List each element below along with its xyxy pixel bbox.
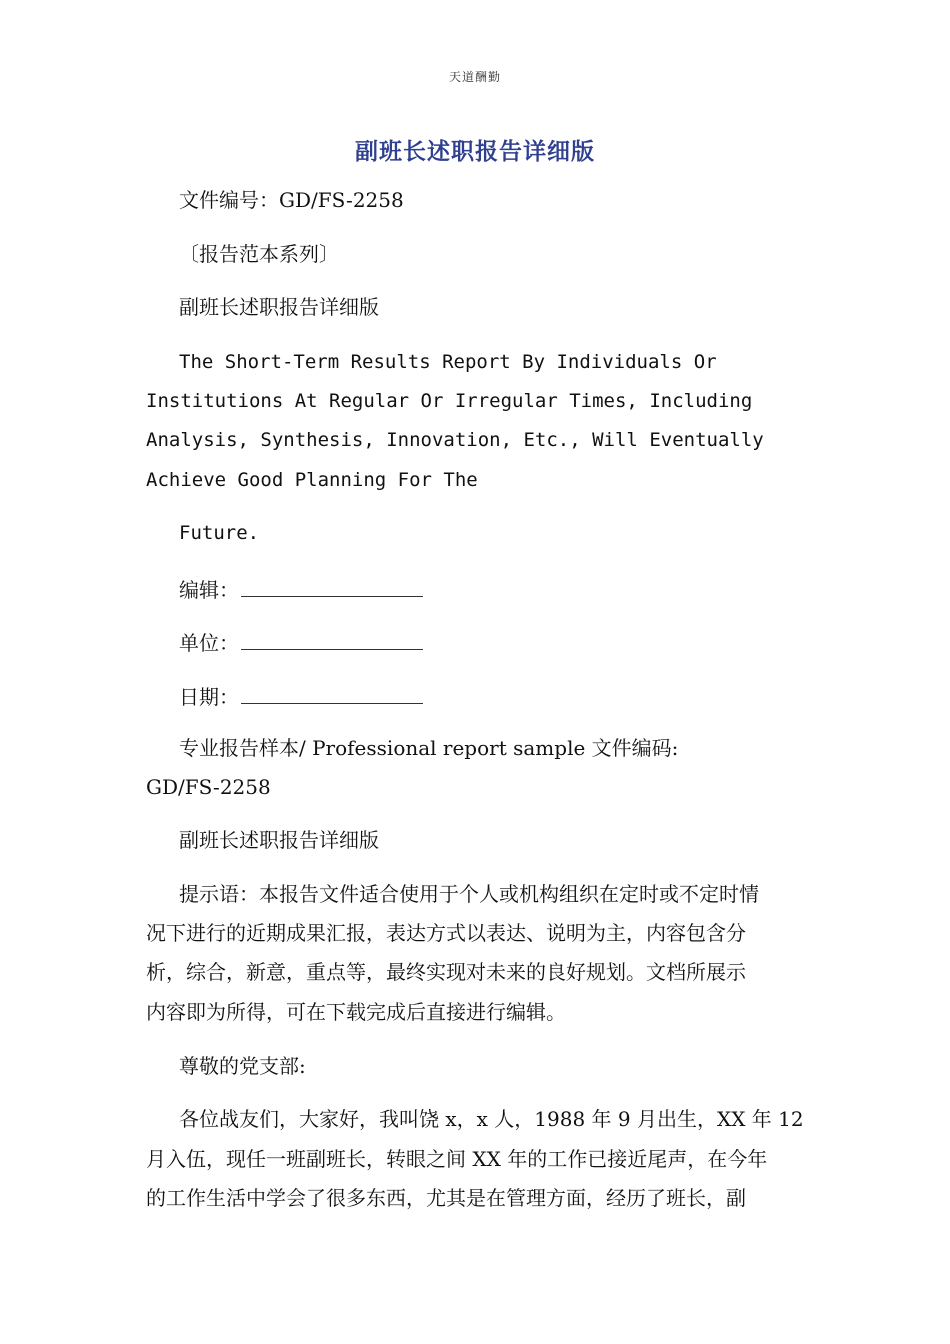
file-number: 文件编号：GD/FS-2258 (179, 188, 404, 212)
english-intro-line-4: Achieve Good Planning For The (146, 469, 478, 491)
subtitle-2: 副班长述职报告详细版 (179, 828, 379, 852)
body-line-3: 的工作生活中学会了很多东西，尤其是在管理方面，经历了班长，副 (146, 1186, 746, 1210)
date-blank (241, 685, 423, 704)
editor-label: 编辑： (179, 578, 239, 602)
hint-line-2: 况下进行的近期成果汇报，表达方式以表达、说明为主，内容包含分 (146, 921, 746, 945)
sample-line-1: 专业报告样本/ Professional report sample 文件编码: (179, 736, 679, 760)
date-field (179, 681, 423, 710)
subtitle: 副班长述职报告详细版 (179, 295, 379, 319)
unit-label: 单位： (179, 631, 239, 655)
date-label: 日期： (179, 685, 239, 709)
document-title: 副班长述职报告详细版 (355, 138, 595, 165)
sample-line-2: GD/FS-2258 (146, 775, 271, 799)
english-intro-line-3: Analysis, Synthesis, Innovation, Etc., Will Eventually (146, 429, 764, 451)
body-line-2: 月入伍，现任一班副班长，转眼之间 XX 年的工作已接近尾声，在今年 (146, 1147, 768, 1171)
english-intro-tail: Future. (179, 522, 260, 544)
hint-line-3: 析，综合，新意，重点等，最终实现对未来的良好规划。文档所展示 (146, 960, 746, 984)
english-intro-line-2: Institutions At Regular Or Irregular Times, Including (146, 390, 753, 412)
english-intro-line-1: The Short-Term Results Report By Individuals Or (179, 351, 717, 373)
salutation: 尊敬的党支部: (179, 1054, 306, 1078)
page-header: 天道酬勤 (448, 70, 501, 84)
editor-blank (241, 578, 423, 597)
unit-blank (241, 631, 423, 650)
unit-field (179, 627, 423, 656)
hint-line-4: 内容即为所得，可在下载完成后直接进行编辑。 (146, 1000, 566, 1024)
series-label: 〔报告范本系列〕 (179, 242, 339, 266)
editor-field (179, 574, 423, 603)
hint-line-1: 提示语：本报告文件适合使用于个人或机构组织在定时或不定时情 (179, 882, 759, 906)
body-line-1: 各位战友们，大家好，我叫饶 x，x 人，1988 年 9 月出生，XX 年 12 (179, 1107, 804, 1131)
